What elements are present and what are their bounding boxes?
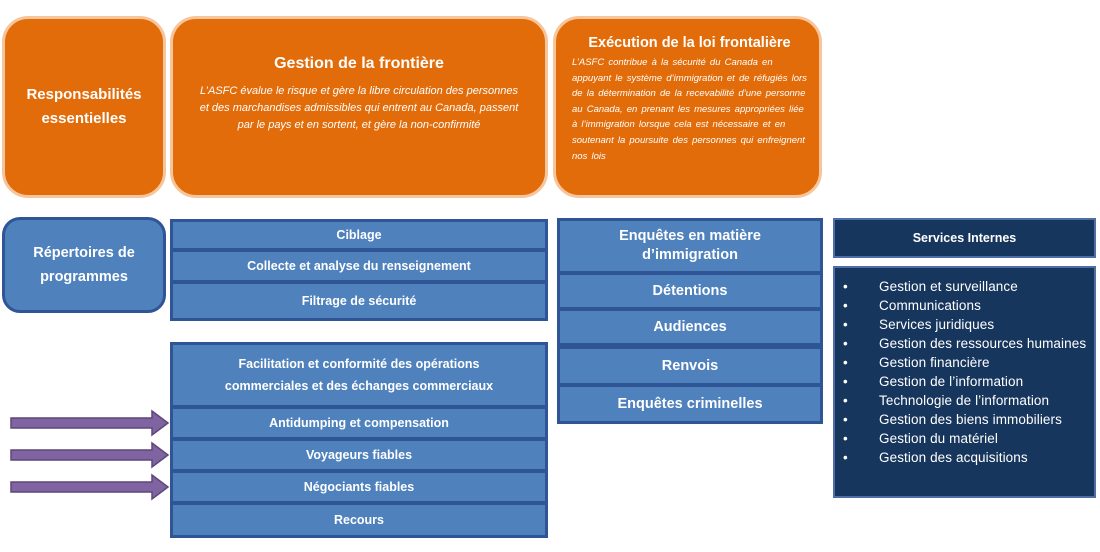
program-label: Filtrage de sécurité <box>301 294 417 308</box>
internal-service-label: Gestion des acquisitions <box>879 450 1028 465</box>
bullet-icon: • <box>843 298 848 313</box>
program-label: Facilitation et conformité des opérations commerciales et des échanges commerciaux <box>224 357 494 393</box>
program-trusted-traders <box>170 470 548 504</box>
program-trusted-travellers <box>170 438 548 472</box>
program-trade-facilitation <box>170 342 548 408</box>
arrow-antidumping-icon <box>10 409 170 437</box>
program-label: Antidumping et compensation <box>269 416 449 430</box>
internal-services-title: Services Internes <box>912 231 1017 245</box>
internal-service-item <box>835 296 1094 315</box>
internal-service-label: Communications <box>879 298 981 313</box>
program-immigration-investigations <box>557 218 823 274</box>
program-label: Ciblage <box>336 228 382 242</box>
program-label: Enquêtes en matière d’immigration <box>619 228 761 263</box>
program-security-screening <box>170 281 548 321</box>
internal-service-label: Gestion du matériel <box>879 431 998 446</box>
border-management-description: L’ASFC évalue le risque et gère la libre circulation des personnes et des marchandises admissibles qui entrent au Canada, passent par le pays et en sortent, et gère la non-confirmité <box>199 85 519 131</box>
program-inventory-label: Répertoires de programmes <box>33 245 135 285</box>
internal-service-item <box>835 391 1094 410</box>
border-enforcement-box <box>553 16 822 198</box>
program-ciblage <box>170 219 548 251</box>
program-hearings <box>557 308 823 346</box>
internal-service-item <box>835 315 1094 334</box>
bullet-icon: • <box>843 317 848 332</box>
program-intelligence-collection <box>170 249 548 283</box>
bullet-icon: • <box>843 450 848 465</box>
internal-service-label: Technologie de l’information <box>879 393 1050 408</box>
bullet-icon: • <box>843 431 848 446</box>
internal-services-list <box>835 277 1094 467</box>
internal-service-label: Gestion financière <box>879 355 990 370</box>
program-label: Recours <box>333 513 385 527</box>
internal-service-item <box>835 448 1094 467</box>
border-enforcement-title: Exécution de la loi frontalière <box>588 35 791 51</box>
internal-services-list-box <box>833 266 1096 498</box>
internal-services-header <box>833 218 1096 258</box>
internal-service-label: Gestion des biens immobiliers <box>879 412 1062 427</box>
bullet-icon: • <box>843 336 848 351</box>
internal-service-item <box>835 334 1094 353</box>
internal-service-item <box>835 410 1094 429</box>
program-removals <box>557 346 823 386</box>
bullet-icon: • <box>843 355 848 370</box>
bullet-icon: • <box>843 412 848 427</box>
program-label: Voyageurs fiables <box>305 448 413 462</box>
internal-service-item <box>835 372 1094 391</box>
program-antidumping <box>170 406 548 440</box>
program-inventory-box <box>2 217 166 313</box>
internal-service-label: Gestion de l’information <box>879 374 1024 389</box>
bullet-icon: • <box>843 279 848 294</box>
border-management-box <box>170 16 548 198</box>
bullet-icon: • <box>843 374 848 389</box>
program-detentions <box>557 272 823 310</box>
internal-service-item <box>835 353 1094 372</box>
essential-responsibilities-label: Responsabilités essentielles <box>26 86 142 127</box>
bullet-icon: • <box>843 393 848 408</box>
essential-responsibilities-box <box>2 16 166 198</box>
program-criminal-investigations <box>557 384 823 424</box>
program-label: Collecte et analyse du renseignement <box>247 259 471 273</box>
program-label: Négociants fiables <box>303 480 415 494</box>
program-recourse <box>170 502 548 538</box>
program-label: Renvois <box>661 358 719 374</box>
program-label: Audiences <box>653 319 727 335</box>
border-management-title: Gestion de la frontière <box>274 55 444 72</box>
program-label: Détentions <box>652 283 728 299</box>
internal-service-label: Gestion des ressources humaines <box>879 336 1087 351</box>
internal-service-item <box>835 277 1094 296</box>
arrow-trusted-travellers-icon <box>10 441 170 469</box>
program-label: Enquêtes criminelles <box>617 396 763 412</box>
internal-service-label: Gestion et surveillance <box>879 279 1018 294</box>
internal-service-item <box>835 429 1094 448</box>
arrow-trusted-traders-icon <box>10 473 170 501</box>
border-enforcement-description: L’ASFC contribue à la sécurité du Canada en appuyant le système d’immigration et de réfugiés lors de la détermination de la recevabilité d’une personne au Canada, en prenant les mesures appropriées liée à l’immigration lorsque cela est nécessaire et en soutenant la poursuite des personnes qui enfreignent nos lois <box>572 57 807 162</box>
internal-service-label: Services juridiques <box>879 317 995 332</box>
